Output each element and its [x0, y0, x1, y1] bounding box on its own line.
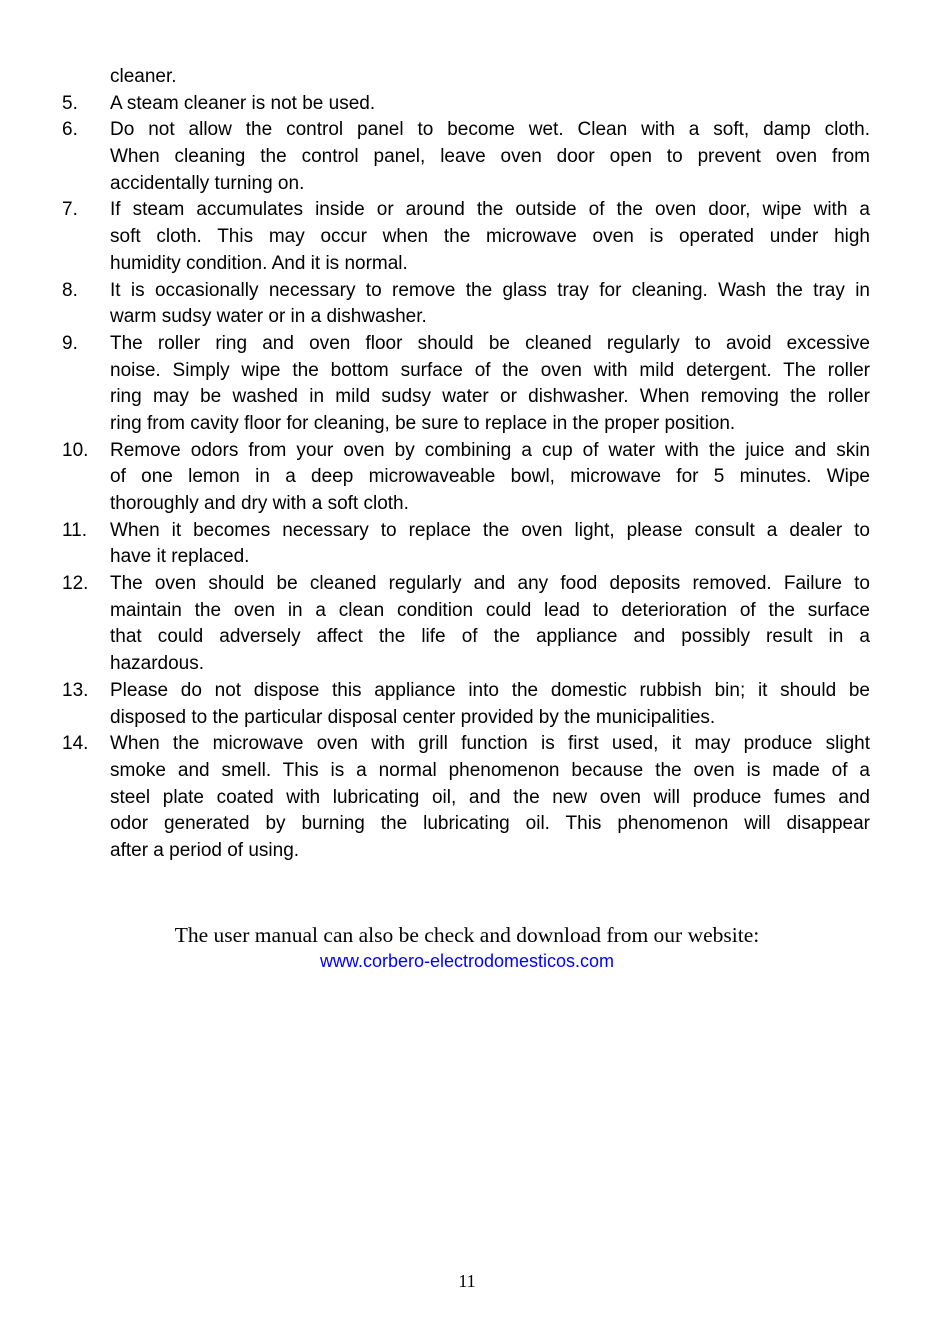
list-item-text: thoroughly and dry with a soft cloth.: [110, 493, 409, 514]
list-item-text: When the microwave oven with grill function is first used, it may produce slight: [110, 733, 870, 755]
list-item-number: 12.: [62, 573, 89, 595]
list-line: [62, 598, 870, 625]
list-item-text: warm sudsy water or in a dishwasher.: [110, 306, 427, 328]
list-line: [62, 278, 870, 305]
list-line: [62, 464, 870, 491]
list-line: [62, 64, 870, 91]
list-item-text: steel plate coated with lubricating oil, and the new oven will produce fumes and: [110, 786, 870, 808]
list-line: [62, 358, 870, 385]
list-line: [62, 544, 870, 571]
list-item-text: accidentally turning on.: [110, 172, 305, 194]
list-item-text: cleaner.: [110, 66, 177, 87]
cleaning-instructions-list: [62, 64, 870, 865]
list-line: [62, 491, 870, 518]
list-item-number: 9.: [62, 332, 78, 354]
website-note: The user manual can also be check and download from our website:: [174, 923, 760, 947]
list-line: [62, 785, 870, 812]
list-line: [62, 731, 870, 758]
list-item-text: When it becomes necessary to replace the oven light, please consult a dealer to: [110, 519, 870, 541]
list-item-text: that could adversely affect the life of the appliance and possibly result in a: [110, 626, 870, 648]
list-item-text: Do not allow the control panel to become wet. Clean with a soft, damp cloth.: [110, 119, 870, 141]
list-item-text: noise. Simply wipe the bottom surface of the oven with mild detergent. The roller: [110, 359, 870, 381]
list-line: [62, 251, 870, 278]
list-item-text: disposed to the particular disposal center provided by the municipalities.: [110, 706, 716, 728]
list-line: [62, 117, 870, 144]
list-item-text: maintain the oven in a clean condition could lead to deterioration of the surface: [110, 599, 870, 621]
list-item-text: soft cloth. This may occur when the microwave oven is operated under high: [110, 226, 870, 248]
website-link[interactable]: www.corbero-electrodomesticos.com: [319, 951, 615, 971]
list-line: [62, 331, 870, 358]
list-line: [62, 758, 870, 785]
list-item-number: 5.: [62, 92, 78, 114]
list-line: [62, 678, 870, 705]
list-line: [62, 411, 870, 438]
list-item-number: 13.: [62, 679, 89, 701]
list-line: [62, 144, 870, 171]
list-line: [62, 571, 870, 598]
list-line: [62, 518, 870, 545]
list-item-text: When cleaning the control panel, leave oven door open to prevent oven from: [110, 146, 870, 168]
list-item-text: If steam accumulates inside or around the outside of the oven door, wipe with a: [110, 199, 870, 221]
list-item-text: ring may be washed in mild sudsy water or dishwasher. When removing the roller: [110, 386, 870, 408]
list-line: [62, 197, 870, 224]
list-line: [62, 91, 870, 118]
list-line: [62, 171, 870, 198]
list-item-number: 14.: [62, 733, 89, 755]
list-item-text: after a period of using.: [110, 839, 300, 861]
list-item-text: ring from cavity floor for cleaning, be sure to replace in the proper position.: [110, 412, 736, 434]
list-line: [62, 838, 870, 865]
list-item-text: have it replaced.: [110, 546, 250, 568]
list-item-text: It is occasionally necessary to remove the glass tray for cleaning. Wash the tray in: [110, 279, 870, 301]
list-line: [62, 705, 870, 732]
list-item-number: 7.: [62, 199, 78, 221]
list-line: [62, 304, 870, 331]
list-item-text: of one lemon in a deep microwaveable bowl, microwave for 5 minutes. Wipe: [110, 466, 870, 488]
list-item-text: smoke and smell. This is a normal phenomenon because the oven is made of a: [110, 759, 870, 781]
list-item-number: 8.: [62, 279, 78, 301]
list-line: [62, 624, 870, 651]
list-item-text: humidity condition. And it is normal.: [110, 252, 408, 274]
list-item-text: Remove odors from your oven by combining a cup of water with the juice and skin: [110, 439, 870, 461]
list-item-text: The oven should be cleaned regularly and any food deposits removed. Failure to: [110, 573, 870, 595]
list-item-text: odor generated by burning the lubricating oil. This phenomenon will disappear: [110, 813, 870, 835]
list-item-text: hazardous.: [110, 653, 205, 675]
list-item-number: 10.: [62, 439, 89, 461]
list-line: [62, 224, 870, 251]
list-item-text: The roller ring and oven floor should be cleaned regularly to avoid excessive: [110, 332, 870, 354]
list-item-number: 11.: [62, 519, 88, 541]
list-line: [62, 438, 870, 465]
list-item-text: Please do not dispose this appliance into the domestic rubbish bin; it should be: [110, 679, 870, 701]
list-item-number: 6.: [62, 119, 78, 141]
list-item-text: A steam cleaner is not be used.: [110, 92, 376, 114]
list-line: [62, 384, 870, 411]
list-line: [62, 811, 870, 838]
list-line: [62, 651, 870, 678]
page-number: 11: [458, 1271, 476, 1291]
